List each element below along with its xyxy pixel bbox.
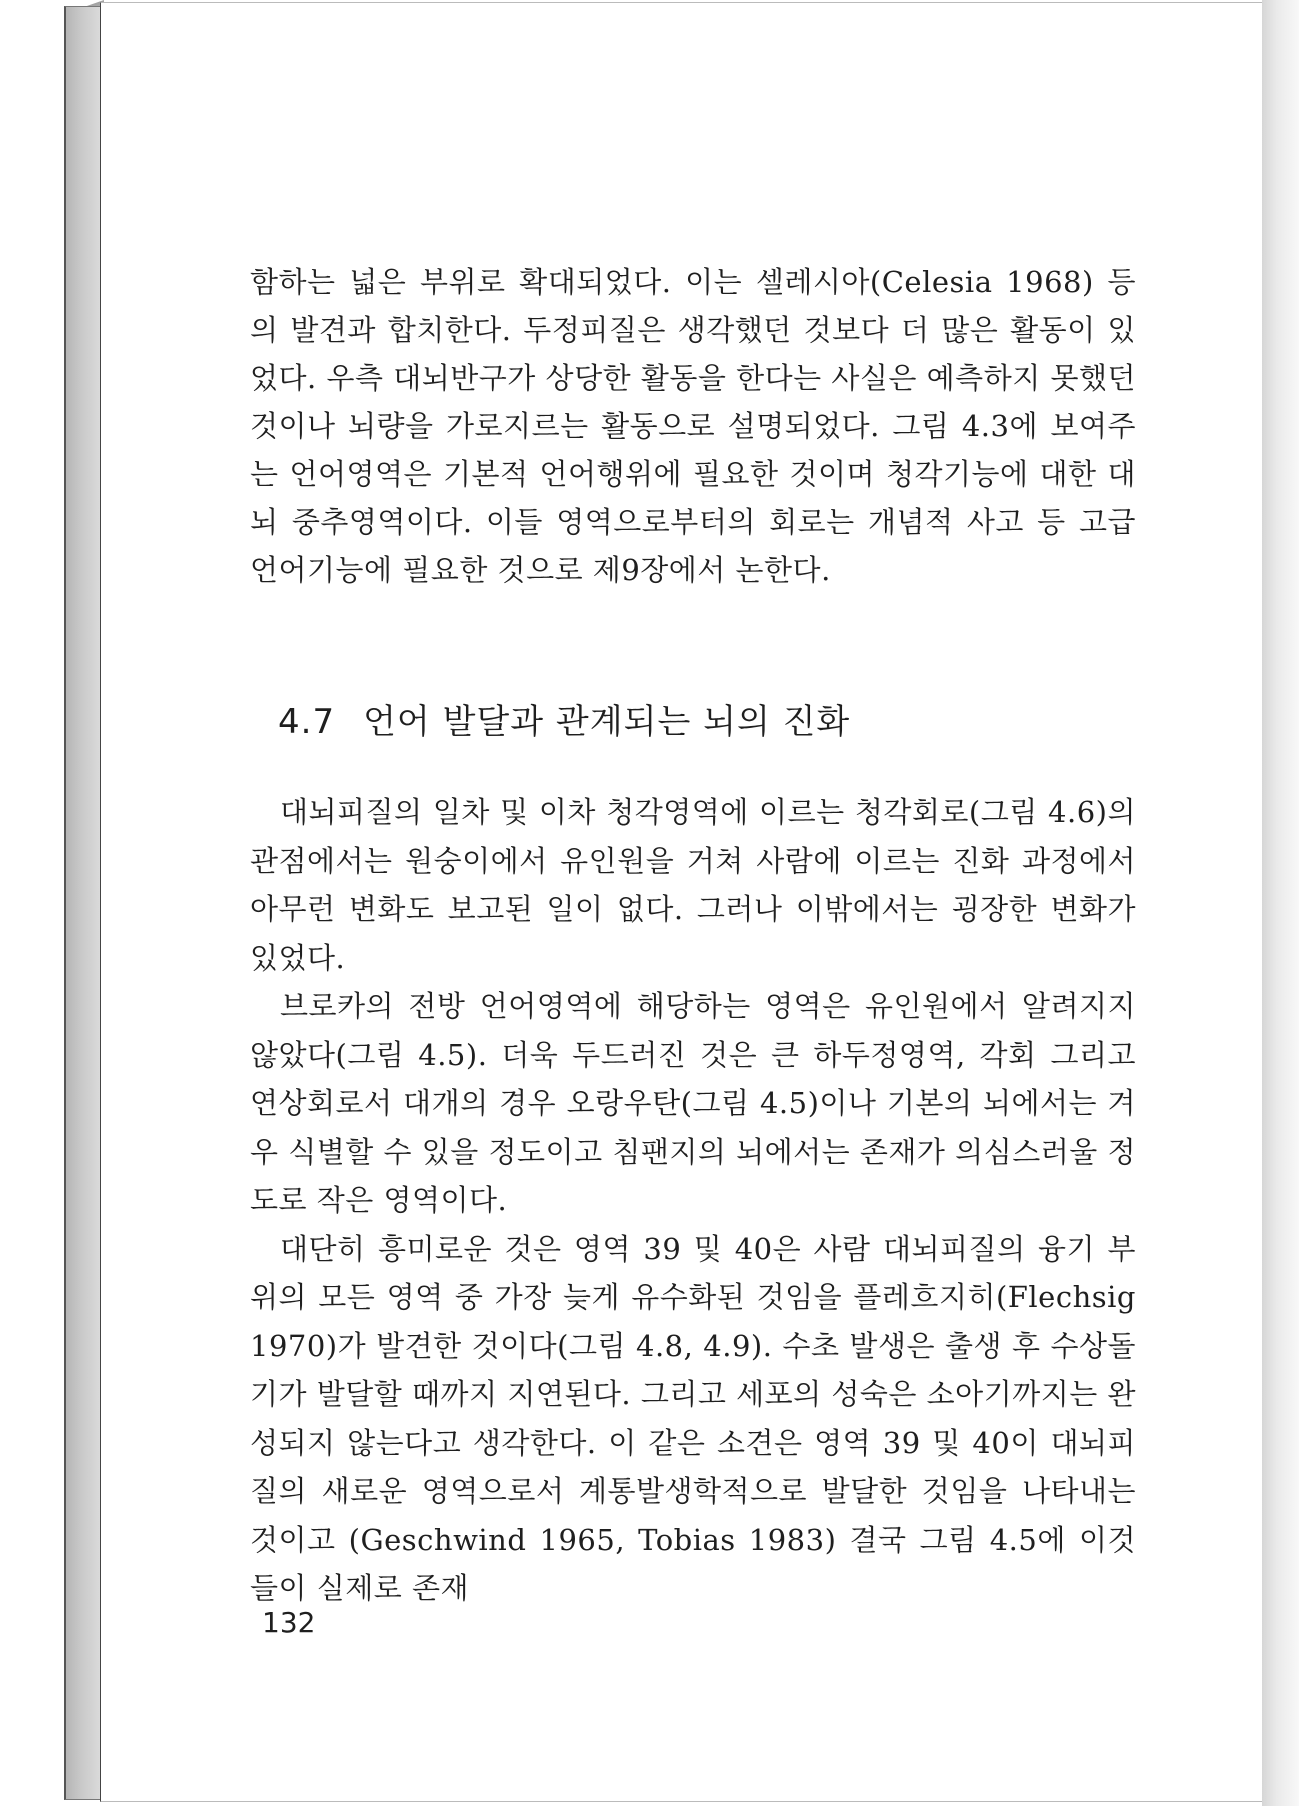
paragraph-continued	[250, 258, 1136, 594]
page-number: 132	[262, 1606, 316, 1639]
paragraph-top: 함하는 넓은 부위로 확대되었다. 이는 셀레시아(Celesia 1968) 등의 발견과 합치한다. 두정피질은 생각했던 것보다 더 많은 활동이 있었다. 우측 대뇌반구가 상당한 활동을 한다는 사실은 예측하지 못했던 것이나 뇌량을 가로지르는 활동으로 설명되었다. 그림 4.3에 보여주는 언어영역은 기본적 언어행위에 필요한 것이며 청각기능에 대한 대뇌 중추영역이다. 이들 영역으로부터의 회로는 개념적 사고 등 고급 언어기능에 필요한 것으로 제9장에서 논한다.	[250, 265, 1136, 587]
paragraph-3: 대단히 흥미로운 것은 영역 39 및 40은 사람 대뇌피질의 융기 부위의 모든 영역 중 가장 늦게 유수화된 것임을 플레흐지히(Flechsig 1970)가 발견한 것이다(그림 4.8, 4.9). 수초 발생은 출생 후 수상돌기가 발달할 때까지 지연된다. 그리고 세포의 성숙은 소아기까지는 완성되지 않는다고 생각한다. 이 같은 소견은 영역 39 및 40이 대뇌피질의 새로운 영역으로서 계통발생학적으로 발달한 것임을 나타내는 것이고 (Geschwind 1965, Tobias 1983) 결국 그림 4.5에 이것들이 실제로 존재	[250, 1231, 1136, 1605]
section-number: 4.7	[278, 702, 336, 742]
page-edge-shadow	[1262, 0, 1299, 1806]
section-title: 언어 발달과 관계되는 뇌의 진화	[363, 702, 851, 742]
paragraph-1: 대뇌피질의 일차 및 이차 청각영역에 이르는 청각회로(그림 4.6)의 관점에서는 원숭이에서 유인원을 거쳐 사람에 이르는 진화 과정에서 아무런 변화도 보고된 일이 없다. 그러나 이밖에서는 굉장한 변화가 있었다.	[250, 795, 1136, 975]
paragraph-2: 브로카의 전방 언어영역에 해당하는 영역은 유인원에서 알려지지 않았다(그림 4.5). 더욱 두드러진 것은 큰 하두정영역, 각회 그리고 연상회로서 대개의 경우 오랑우탄(그림 4.5)이나 기본의 뇌에서는 겨우 식별할 수 있을 정도이고 침팬지의 뇌에서는 존재가 의심스러울 정도로 작은 영역이다.	[250, 989, 1136, 1217]
book-spine	[64, 6, 100, 1800]
section-body	[250, 788, 1136, 1613]
section-heading	[278, 694, 978, 743]
